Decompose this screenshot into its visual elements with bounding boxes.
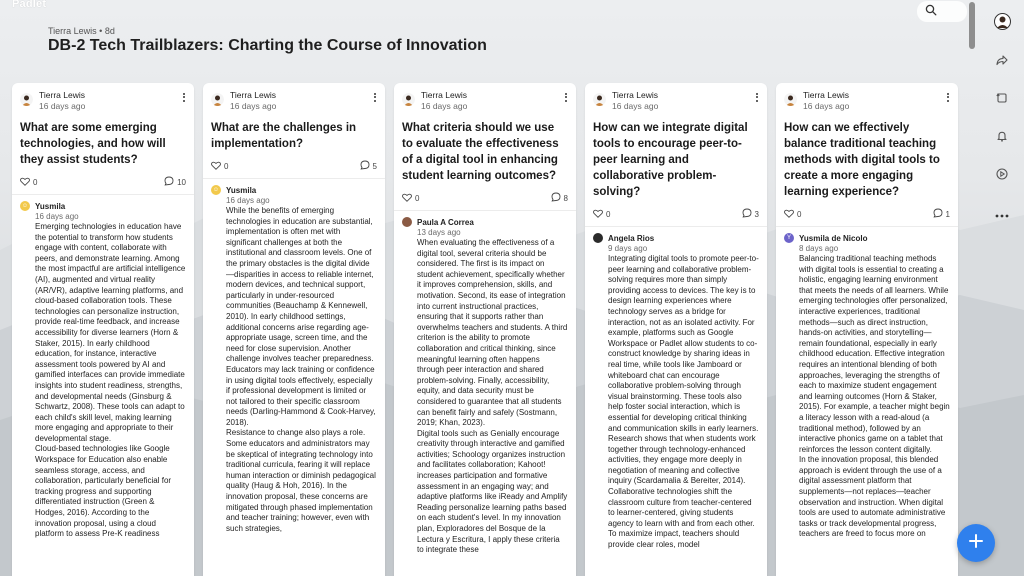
like-count: 0 (797, 209, 802, 219)
comment-count: 3 (754, 209, 759, 219)
commenter-name: Yusmila (226, 185, 257, 195)
comments-button[interactable] (360, 160, 377, 172)
like-button[interactable] (784, 209, 801, 220)
comments-button[interactable] (742, 208, 759, 220)
author-name: Tierra Lewis (803, 90, 849, 100)
post-title: What criteria should we use to evaluate the effectiveness of a digital tool in enhancing student learning outcomes? (402, 122, 559, 182)
comment-count: 5 (372, 161, 377, 171)
share-button[interactable] (990, 50, 1014, 74)
share-icon (996, 53, 1008, 71)
comment-text: When evaluating the effectiveness of a digital tool, several criteria should be considered. The first is its impact on student achievement, specifically whether it improves comprehension, skills, and motivation. Second, its ease of integration into current instructional practices, ensuring that it supports rather than overwhelms teachers and students. A third criterion is the ability to promote collaboration and critical thinking, since meaningful learning often happens through peer interaction and shared problem-solving. Finally, accessibility, equity, and data security must be considered to guarantee that all students can benefit fairly and safely (Sostmann, 2019; Khan, 2023). Digital tools such as Genially encourage creativity through interactive and gamified activities; Schoology organizes instruction and facilitates collaboration; Kahoot! increases participation and formative assessment in an engaging way; and adaptive platforms like iReady and Amplify Reading personalize learning paths based on each student's level. In my innovation plan, Exploradores del Bosque de la Lectura y Escritura, I apply these criteria to integrate these (417, 238, 568, 555)
post-columns (12, 83, 958, 576)
commenter-avatar (402, 217, 412, 227)
comment-count: 8 (563, 193, 568, 203)
bell-icon (996, 129, 1008, 147)
comment-count: 1 (945, 209, 950, 219)
author-avatar (211, 93, 224, 106)
author-avatar (593, 93, 606, 106)
author-name: Tierra Lewis (39, 90, 85, 100)
post-menu-icon[interactable] (561, 90, 571, 104)
author-avatar (402, 93, 415, 106)
scrollbar-thumb[interactable] (969, 2, 975, 49)
comment-text: While the benefits of emerging technologies in education are substantial, implementation is often met with significant challenges at both the institutional and classroom levels. One of the primary obstacles is the digital divide—disparities in access to reliable internet, modern devices, and technical support, particularly in under-resourced communities (Beauchamp & Kennewell, 2010). In early childhood settings, additional concerns arise regarding age-appropriate usage, screen time, and the need for close supervision. Another challenge involves teacher preparedness. Educators may lack training or confidence in using digital tools effectively, especially if professional development is limited or not tailored to their specific classroom needs (Darling-Hammond & Cook-Harvey, 2018). Resistance to change also plays a role. Some educators and administrators may be skeptical of integrating technology into traditional curricula, fearing it will replace human interaction or diminish pedagogical quality (Haug & Hoh, 2016). In the innovation proposal, these concerns are mitigated through phased implementation and teacher training; however, even with such strategies, (226, 206, 376, 533)
search-button[interactable] (917, 1, 967, 22)
heart-icon (593, 209, 603, 220)
like-button[interactable] (211, 161, 228, 172)
comment-item (394, 211, 576, 556)
board-meta: Tierra Lewis • 8d (48, 26, 115, 36)
post-title: What are the challenges in implementation? (211, 122, 357, 150)
comment-icon (551, 192, 561, 204)
commenter-avatar: ☺ (21, 203, 29, 209)
commenter-name: Angela Rios (608, 233, 655, 243)
search-icon (925, 3, 937, 21)
commenter-avatar: Y (784, 233, 794, 243)
comment-time: 16 days ago (226, 196, 270, 205)
plus-icon (968, 533, 984, 554)
comment-item (12, 195, 194, 540)
heart-icon (20, 177, 30, 188)
comment-item (203, 179, 385, 534)
post-time: 16 days ago (612, 101, 659, 111)
comments-button[interactable] (164, 176, 186, 188)
post-card[interactable] (203, 83, 385, 576)
comment-time: 16 days ago (35, 212, 79, 221)
comments-button[interactable] (551, 192, 568, 204)
more-icon (995, 205, 1009, 223)
notifications-button[interactable] (990, 126, 1014, 150)
brand-logo[interactable]: Padlet (12, 0, 47, 10)
commenter-name: Paula A Correa (417, 217, 474, 227)
post-card[interactable] (12, 83, 194, 576)
author-name: Tierra Lewis (230, 90, 276, 100)
post-title: What are some emerging technologies, and how will they assist students? (20, 122, 166, 166)
heart-icon (211, 161, 221, 172)
post-time: 16 days ago (803, 101, 850, 111)
like-count: 0 (415, 193, 420, 203)
post-card[interactable] (394, 83, 576, 576)
author-name: Tierra Lewis (612, 90, 658, 100)
post-menu-icon[interactable] (752, 90, 762, 104)
heart-icon (784, 209, 794, 220)
post-title: How can we integrate digital tools to encourage peer-to-peer learning and collaborative problem-solving? (593, 122, 748, 198)
post-card[interactable] (585, 83, 767, 576)
heart-icon (402, 193, 412, 204)
post-time: 16 days ago (230, 101, 277, 111)
right-toolbar (980, 0, 1024, 576)
post-menu-icon[interactable] (943, 90, 953, 104)
commenter-name: Yusmila (35, 201, 66, 211)
remake-button[interactable] (990, 88, 1014, 112)
post-menu-icon[interactable] (179, 90, 189, 104)
post-menu-icon[interactable] (370, 90, 380, 104)
author-avatar (20, 93, 33, 106)
comment-time: 9 days ago (608, 244, 648, 253)
like-count: 0 (224, 161, 229, 171)
author-avatar (784, 93, 797, 106)
add-post-button[interactable] (957, 524, 995, 562)
more-button[interactable] (990, 202, 1014, 226)
commenter-name: Yusmila de Nicolo (799, 233, 868, 243)
comment-item (585, 227, 767, 551)
comment-time: 8 days ago (799, 244, 839, 253)
comment-count: 10 (177, 177, 186, 187)
account-avatar-button[interactable] (990, 12, 1014, 36)
like-button[interactable] (402, 193, 419, 204)
comment-icon (164, 176, 174, 188)
like-count: 0 (33, 177, 38, 187)
commenter-avatar (593, 233, 603, 243)
comment-icon (360, 160, 370, 172)
comment-item (776, 227, 958, 540)
avatar-icon (994, 13, 1011, 35)
author-name: Tierra Lewis (421, 90, 467, 100)
post-time: 16 days ago (421, 101, 468, 111)
post-time: 16 days ago (39, 101, 86, 111)
comment-icon (933, 208, 943, 220)
board-title: DB-2 Tech Trailblazers: Charting the Course of Innovation (48, 37, 487, 54)
comment-time: 13 days ago (417, 228, 461, 237)
comment-text: Balancing traditional teaching methods with digital tools is essential to creating a holistic, engaging learning environment that meets the needs of all learners. While emerging technologies offer personalized, interactive experiences, traditional methods—such as direct instruction, hands-on activities, and storytelling—remain foundational, especially in early childhood education. Effective integration requires an intentional blending of both approaches, leveraging the strengths of each to maximize student engagement and learning outcomes (Horn & Staker, 2015). For example, a teacher might begin a literacy lesson with a read-aloud (a traditional method), followed by an interactive phonics game on a tablet that reinforces the lesson content digitally. In the innovation proposal, this blended approach is evident through the use of a digital assessment platform that supplements—not replaces—teacher observation and instruction. When digital tools are used to automate administrative tasks or track developmental progress, teachers are freed to focus more on (799, 254, 950, 539)
remake-icon (996, 91, 1008, 109)
commenter-avatar: ☺ (212, 187, 220, 193)
comment-text: Emerging technologies in education have the potential to transform how students engage with content, collaborate with peers, and demonstrate learning. Among the most impactful are artificial intelligence (AI), augmented and virtual reality (AR/VR), adaptive learning platforms, and cloud-based collaboration tools. These technologies can personalize instruction, provide real-time feedback, and increase accessibility for diverse learners (Horn & Staker, 2015). In early childhood education, for instance, interactive assessment tools powered by AI and gamified interfaces can provide immediate insights into student readiness, strengths, and developmental needs (Ginsburg & Schwartz, 2008). These tools can adapt to each child's skill level, making learning more engaging and appropriate to their developmental stage. Cloud-based technologies like Google Workspace for Education also enable seamless storage, access, and collaboration, particularly beneficial for tracking progress and supporting differentiated instruction (Green & Hodges, 2016). According to the innovation proposal, using a cloud platform to assess Pre-K readiness (35, 222, 186, 539)
like-count: 0 (606, 209, 611, 219)
slideshow-button[interactable] (990, 164, 1014, 188)
comment-icon (742, 208, 752, 220)
slideshow-icon (996, 167, 1008, 185)
like-button[interactable] (593, 209, 610, 220)
like-button[interactable] (20, 177, 37, 188)
comments-button[interactable] (933, 208, 950, 220)
comment-text: Integrating digital tools to promote peer-to-peer learning and collaborative problem-solving requires more than simply providing access to devices. The key is to design learning experiences where technology serves as a bridge for interaction, not as an isolated activity. For example, platforms such as Google Workspace or Padlet allow students to co-construct knowledge by sharing ideas in real time, while tools like Jamboard or whiteboard chat can encourage collaborative problem-solving through visual brainstorming. These tools also help foster social interaction, which is essential for developing critical thinking and communication skills in early learners. Research shows that when students work together through technology-enhanced activities, they engage more deeply in negotiation of meaning and collective inquiry (Scardamalia & Bereiter, 2014). Collaborative technologies shift the classroom culture from teacher-centered to learner-centered, giving students agency to learn with and from each other. To maximize impact, teachers should provide clear roles, model (608, 254, 759, 550)
post-title: How can we effectively balance traditional teaching methods with digital tools to create a more engaging learning experience? (784, 122, 940, 198)
post-card[interactable] (776, 83, 958, 576)
